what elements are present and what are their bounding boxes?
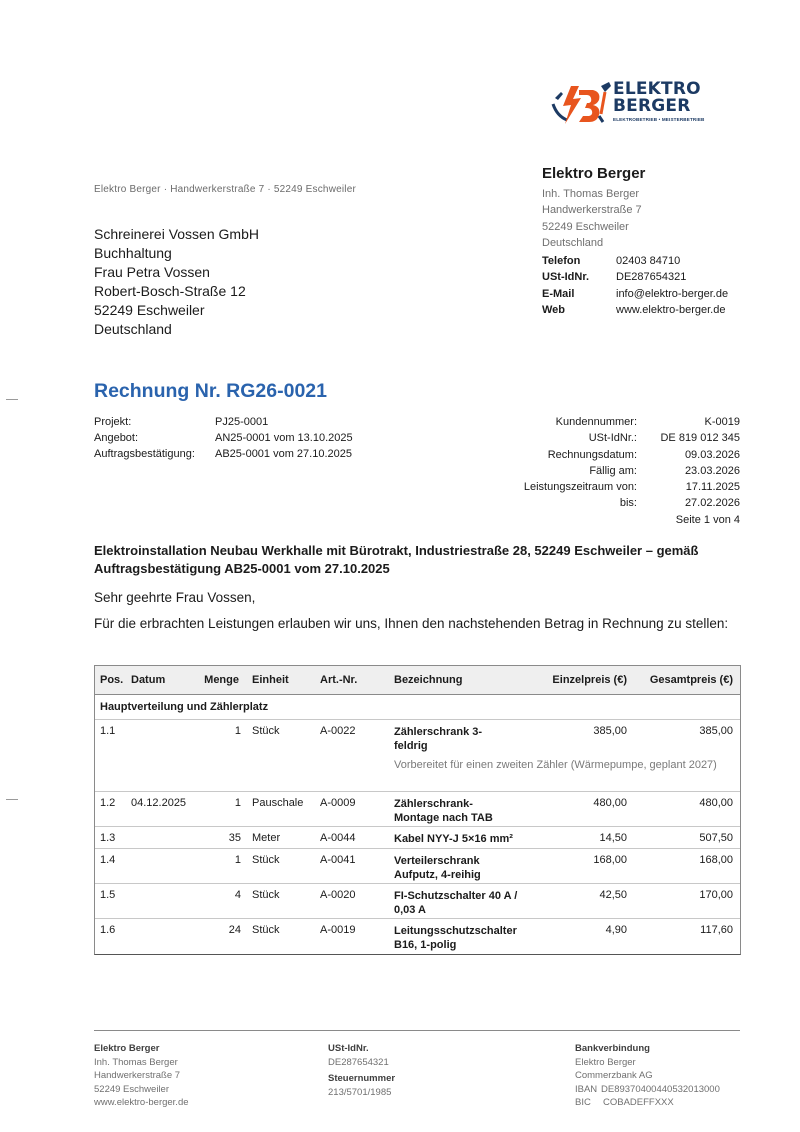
cell-gesamtpreis: 117,60 (700, 924, 733, 936)
company-logo (549, 80, 709, 130)
cell-einheit: Stück (252, 924, 280, 936)
footer-tax (328, 1042, 395, 1099)
footer-company (94, 1042, 189, 1110)
meta-value: 09.03.2026 (684, 448, 740, 461)
company-address-line: Inh. Thomas Berger (542, 188, 640, 200)
cell-bezeichnung: Kabel NYY-J 5×16 mm² (394, 833, 513, 845)
cell-menge: 1 (234, 797, 241, 809)
line-items-table (94, 665, 741, 955)
cell-einheit: Stück (252, 889, 280, 901)
recipient-line: Buchhaltung (94, 245, 172, 261)
recipient-line: Robert-Bosch-Straße 12 (94, 283, 246, 299)
footer-line: 52249 Eschweiler (94, 1083, 169, 1095)
meta-label: Projekt: (94, 416, 132, 428)
lightning-logo-icon (549, 80, 613, 130)
company-address-line: Handwerkerstraße 7 (542, 204, 642, 217)
meta-value: PJ25-0001 (215, 416, 269, 428)
footer-bank (575, 1042, 720, 1110)
company-contact (542, 253, 728, 318)
meta-row (480, 479, 740, 495)
table-row (95, 720, 740, 792)
salutation: Sehr geehrte Frau Vossen, (94, 590, 256, 605)
cell-artnr: A-0041 (320, 854, 356, 866)
contact-value[interactable]: info@elektro-berger.de (616, 287, 729, 300)
cell-menge: 1 (234, 854, 241, 866)
header-datum: Datum (131, 674, 166, 686)
invoice-title: Rechnung Nr. RG26-0021 (94, 380, 327, 402)
fold-mark-top (6, 399, 18, 400)
cell-gesamtpreis: 507,50 (699, 832, 733, 844)
meta-row (480, 447, 740, 463)
contact-row-email (542, 286, 728, 302)
meta-row (480, 463, 740, 479)
cell-bezeichnung: Leitungsschutzschalter B16, 1-polig (394, 925, 517, 951)
fold-mark-bottom (6, 799, 18, 800)
cell-einheit: Stück (252, 854, 280, 866)
page-number: Seite 1 von 4 (675, 513, 740, 526)
meta-label: bis: (619, 497, 637, 510)
bic-value: COBADEFFXXX (603, 1097, 674, 1108)
meta-value: AN25-0001 vom 13.10.2025 (215, 432, 353, 444)
cell-datum: 04.12.2025 (131, 797, 187, 809)
footer-company-name: Elektro Berger (94, 1043, 160, 1054)
meta-label (480, 512, 637, 528)
company-address-line: 52249 Eschweiler (542, 220, 629, 233)
footer-bic (575, 1096, 720, 1110)
logo-text-elektro: ELEKTRO (613, 79, 701, 99)
meta-label: Leistungszeitraum von: (523, 481, 637, 494)
invoice-meta-right (480, 414, 740, 528)
cell-einzelpreis: 168,00 (593, 854, 627, 866)
footer-taxno-label: Steuernummer (328, 1073, 396, 1084)
cell-menge: 4 (234, 889, 241, 901)
table-header (95, 666, 740, 695)
meta-value: 27.02.2026 (684, 497, 740, 510)
cell-bezeichnung: Zählerschrank-Montage nach TAB (394, 798, 493, 824)
meta-row (94, 414, 353, 430)
table-row (95, 884, 740, 919)
company-address-line: Deutschland (542, 236, 604, 249)
table-row (95, 792, 740, 827)
footer-line: Elektro Berger (575, 1056, 636, 1068)
recipient-address (94, 225, 259, 339)
cell-artnr: A-0019 (320, 924, 356, 936)
meta-value: K-0019 (704, 416, 740, 428)
iban-value: DE89370400440532013000 (601, 1083, 720, 1095)
meta-row (480, 495, 740, 511)
contact-label: Telefon (542, 255, 581, 267)
footer-iban (575, 1083, 720, 1097)
cell-gesamtpreis: 170,00 (699, 889, 733, 901)
cell-pos: 1.1 (100, 725, 116, 737)
table-row (95, 849, 740, 884)
meta-value: AB25-0001 vom 27.10.2025 (215, 448, 352, 460)
contact-row-web (542, 302, 728, 318)
footer-bank-title: Bankverbindung (575, 1043, 650, 1054)
meta-value: 17.11.2025 (685, 481, 740, 494)
page-indicator (480, 512, 740, 528)
footer-taxno-value: 213/5701/1985 (328, 1086, 392, 1098)
cell-pos: 1.5 (100, 889, 116, 901)
cell-artnr: A-0009 (320, 797, 356, 809)
cell-artnr: A-0020 (320, 889, 356, 901)
cell-einheit: Stück (252, 725, 280, 737)
cell-gesamtpreis: 168,00 (699, 854, 733, 866)
table-row (95, 827, 740, 849)
cell-pos: 1.2 (100, 797, 116, 809)
logo-tagline: ELEKTROBETRIEB • MEISTERBETRIEB (613, 117, 705, 122)
contact-label: E-Mail (542, 287, 575, 300)
meta-row (94, 446, 353, 462)
cell-menge: 24 (228, 924, 241, 936)
footer-vat-value: DE287654321 (328, 1056, 389, 1068)
cell-einzelpreis: 480,00 (593, 797, 627, 809)
cell-artnr: A-0022 (320, 725, 356, 737)
cell-einzelpreis: 385,00 (593, 725, 627, 737)
footer-vat-label: USt-IdNr. (328, 1043, 369, 1054)
meta-value: DE 819 012 345 (660, 432, 740, 445)
meta-label: Fällig am: (589, 464, 637, 477)
contact-row-vat (542, 269, 728, 285)
footer-line: Inh. Thomas Berger (94, 1056, 178, 1068)
company-name: Elektro Berger (542, 165, 646, 182)
contact-value[interactable]: www.elektro-berger.de (616, 303, 726, 316)
contact-label: USt-IdNr. (542, 271, 590, 284)
meta-row (94, 430, 353, 446)
table-group-header: Hauptverteilung und Zählerplatz (95, 695, 740, 720)
recipient-line: Deutschland (94, 321, 172, 337)
cell-note: Vorbereitet für einen zweiten Zähler (Wärmepumpe, geplant 2027) (394, 759, 717, 771)
contact-value: DE287654321 (616, 271, 687, 284)
header-menge: Menge (204, 674, 239, 686)
cell-gesamtpreis: 480,00 (699, 797, 733, 809)
recipient-line: Schreinerei Vossen GmbH (94, 226, 259, 242)
meta-row (480, 430, 740, 446)
cell-einzelpreis: 14,50 (599, 832, 627, 844)
meta-label: Auftragsbestätigung: (94, 448, 195, 460)
meta-label: Rechnungsdatum: (547, 448, 637, 461)
recipient-line: Frau Petra Vossen (94, 264, 210, 280)
cell-pos: 1.4 (100, 854, 116, 866)
header-pos: Pos. (100, 674, 124, 686)
header-gesamtpreis: Gesamtpreis (€) (649, 674, 733, 686)
header-einheit: Einheit (252, 674, 289, 686)
recipient-line: 52249 Eschweiler (94, 302, 205, 318)
header-artnr: Art.-Nr. (320, 674, 358, 686)
contact-row-phone (542, 253, 728, 269)
invoice-subject: Elektroinstallation Neubau Werkhalle mit Bürotrakt, Industriestraße 28, 52249 Eschweiler – gemäß Auftragsbestätigung AB25-0001 vom 27.10.2025 (94, 543, 699, 576)
meta-label: Angebot: (94, 432, 139, 444)
cell-bezeichnung: FI-Schutzschalter 40 A / 0,03 A (394, 890, 518, 916)
cell-menge: 1 (234, 725, 241, 737)
company-address (542, 186, 642, 251)
footer-website[interactable]: www.elektro-berger.de (94, 1097, 189, 1108)
cell-gesamtpreis: 385,00 (699, 725, 733, 737)
iban-label: IBAN (575, 1083, 598, 1095)
contact-value: 02403 84710 (616, 255, 681, 267)
footer-line: Commerzbank AG (575, 1070, 653, 1081)
header-einzelpreis: Einzelpreis (€) (552, 674, 627, 686)
cell-einheit: Meter (252, 832, 281, 844)
meta-label: Kundennummer: (555, 416, 637, 428)
cell-einheit: Pauschale (252, 797, 304, 809)
table-row (95, 919, 740, 954)
meta-value: 23.03.2026 (684, 464, 740, 477)
cell-einzelpreis: 42,50 (599, 889, 627, 901)
cell-pos: 1.3 (100, 832, 116, 844)
bic-label: BIC (575, 1097, 591, 1108)
cell-bezeichnung: Verteilerschrank Aufputz, 4-reihig (394, 855, 481, 881)
sender-return-address: Elektro Berger · Handwerkerstraße 7 · 52249 Eschweiler (94, 184, 357, 195)
meta-row (480, 414, 740, 430)
header-bezeichnung: Bezeichnung (394, 674, 463, 686)
cell-einzelpreis: 4,90 (605, 924, 627, 936)
contact-label: Web (542, 303, 566, 316)
cell-pos: 1.6 (100, 924, 116, 936)
cell-bezeichnung: Zählerschrank 3-feldrig (394, 726, 483, 752)
cell-menge: 35 (228, 832, 241, 844)
cell-artnr: A-0044 (320, 832, 356, 844)
logo-text-berger: BERGER (613, 96, 691, 116)
footer-divider (94, 1030, 740, 1031)
intro-text: Für die erbrachten Leistungen erlauben wir uns, Ihnen den nachstehenden Betrag in Rechnung zu stellen: (94, 616, 729, 631)
invoice-meta-left (94, 414, 353, 462)
footer-line: Handwerkerstraße 7 (94, 1070, 181, 1081)
meta-label: USt-IdNr.: (588, 432, 637, 445)
